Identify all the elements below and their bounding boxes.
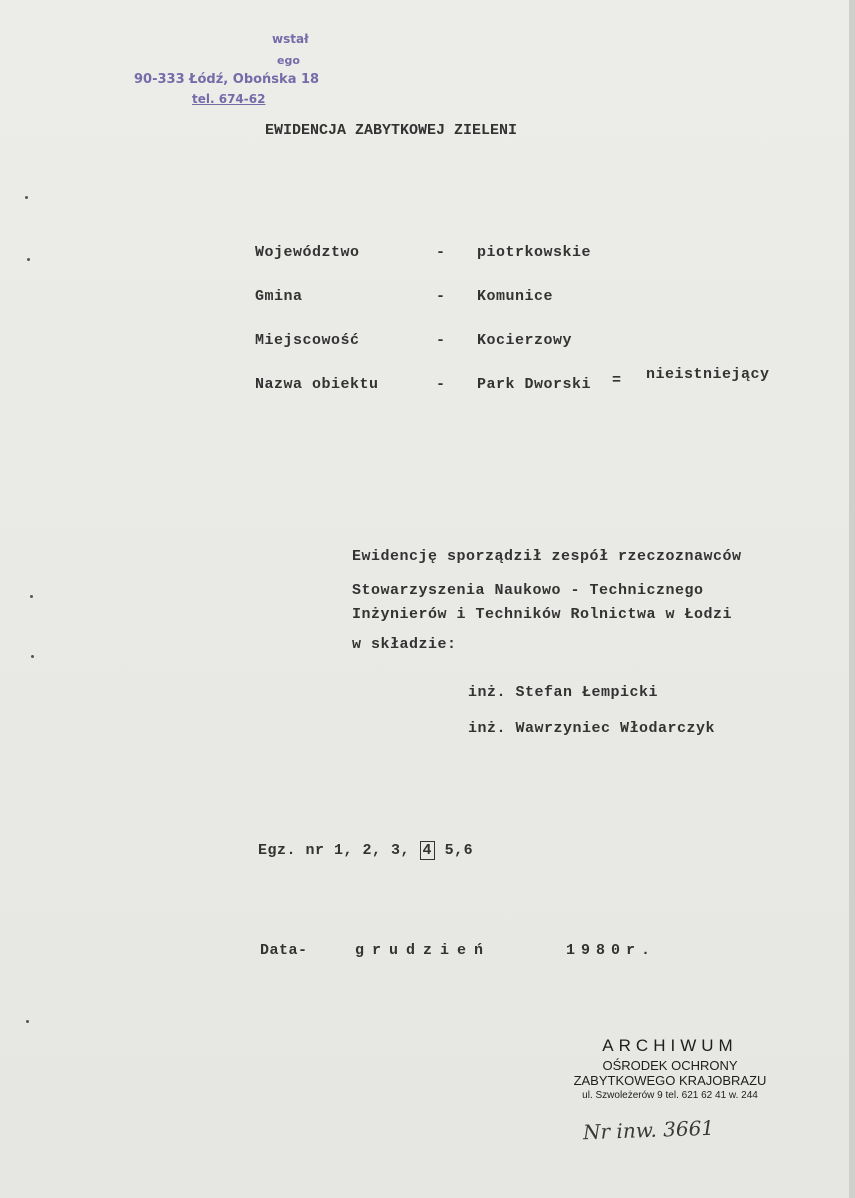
archive-stamp-title: ARCHIWUM [602,1036,738,1055]
field-note-nonexistent: nieistniejący [646,366,770,383]
member-1: inż. Stefan Łempicki [468,684,659,701]
archive-stamp [560,1036,780,1101]
margin-mark [31,655,34,658]
field-value-voivodeship: piotrkowskie [477,244,592,261]
date-label: Data- [260,942,308,959]
margin-mark [26,1020,29,1023]
copies-boxed-number: 4 [420,841,436,860]
prepared-by-line-1: Ewidencję sporządził zespół rzeczoznawców [352,548,742,565]
prepared-by-line-3: Inżynierów i Techników Rolnictwa w Łodzi [352,606,733,623]
archive-stamp-line-2: OŚRODEK OCHRONY [602,1058,738,1073]
document-heading: EWIDENCJA ZABYTKOWEJ ZIELENI [265,122,518,139]
archive-stamp-line-3: ZABYTKOWEGO KRAJOBRAZU [573,1073,767,1088]
stamp-line-3: 90-333 Łódź, Obońska 18 [134,72,320,87]
field-label-locality: Miejscowość [255,332,360,349]
margin-mark [25,196,28,199]
margin-mark [27,258,30,261]
page-edge [849,0,855,1198]
date-year: 1980r. [566,942,657,959]
margin-mark [30,595,33,598]
date-month: grudzień [355,942,492,959]
archive-stamp-address: ul. Szwoleżerów 9 tel. 621 62 41 w. 244 [582,1090,758,1101]
field-label-object-name: Nazwa obiektu [255,376,379,393]
field-dash: - [436,244,446,261]
copies-suffix: 5,6 [444,842,474,859]
stamp-line-4: tel. 674-62 [192,92,266,106]
prepared-by-line-4: w składzie: [352,636,457,653]
field-label-voivodeship: Województwo [255,244,360,261]
handwritten-inventory-number: Nr inw. 3661 [582,1115,715,1145]
field-equals-sign: = [612,372,622,389]
institution-stamp [132,30,332,110]
member-2: inż. Wawrzyniec Włodarczyk [468,720,716,737]
prepared-by-line-2: Stowarzyszenia Naukowo - Technicznego [352,582,704,599]
copies-prefix: Egz. nr 1, 2, 3, [258,842,411,859]
field-dash: - [436,288,446,305]
stamp-line-2: ego [277,54,300,67]
field-label-commune: Gmina [255,288,303,305]
field-value-commune: Komunice [477,288,554,305]
field-dash: - [436,376,446,393]
field-dash: - [436,332,446,349]
field-value-object-name: Park Dworski [477,376,592,393]
field-value-locality: Kocierzowy [477,332,573,349]
copies-line [258,842,473,859]
stamp-line-1: wstał [272,32,309,46]
